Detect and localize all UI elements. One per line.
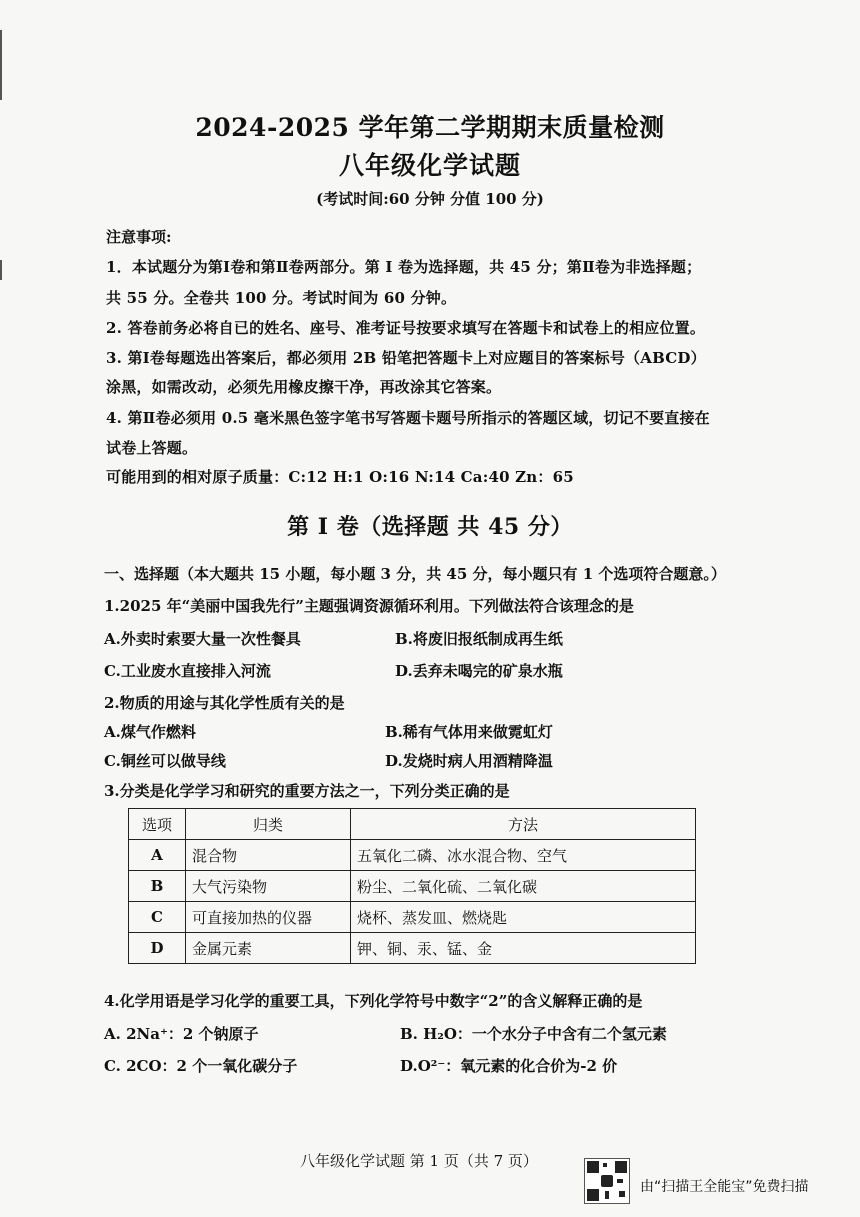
- table-cell: 五氧化二磷、冰水混合物、空气: [351, 840, 696, 871]
- exam-subject-title: 八年级化学试题: [338, 151, 521, 180]
- question-1-option-a: A.外卖时索要大量一次性餐具: [104, 630, 301, 648]
- page-footer: 八年级化学试题 第 1 页（共 7 页）: [300, 1152, 538, 1170]
- table-cell: 大气污染物: [186, 871, 351, 902]
- table-cell: 金属元素: [186, 933, 351, 964]
- section-instruction: 一、选择题（本大题共 15 小题，每小题 3 分，共 45 分，每小题只有 1 个选项符合题意。）: [104, 565, 726, 583]
- scanner-watermark: 由“扫描王全能宝”免费扫描: [640, 1179, 809, 1195]
- question-2-option-d: D.发烧时病人用酒精降温: [385, 752, 553, 770]
- scan-edge-mark: [0, 30, 2, 100]
- table-header-cell: 归类: [186, 809, 351, 840]
- table-cell: D: [129, 933, 186, 964]
- qr-code-icon: [584, 1158, 630, 1204]
- note-line: 3. 第Ⅰ卷每题选出答案后，都必须用 2B 铅笔把答题卡上对应题目的答案标号（ABCD）: [106, 349, 706, 367]
- note-line: 共 55 分。全卷共 100 分。考试时间为 60 分钟。: [106, 289, 457, 307]
- note-line: 2. 答卷前务必将自已的姓名、座号、准考证号按要求填写在答题卡和试卷上的相应位置。: [106, 319, 706, 337]
- atomic-masses: 可能用到的相对原子质量：C:12 H:1 O:16 N:14 Ca:40 Zn：65: [106, 468, 574, 486]
- question-4-option-d: D.O²⁻：氧元素的化合价为-2 价: [400, 1057, 618, 1075]
- table-cell: 烧杯、蒸发皿、燃烧匙: [351, 902, 696, 933]
- question-4-option-b: B. H₂O：一个水分子中含有二个氢元素: [400, 1025, 667, 1043]
- note-line: 涂黑，如需改动，必须先用橡皮擦干净，再改涂其它答案。: [106, 378, 502, 396]
- table-row: [129, 902, 696, 933]
- table-row: [129, 933, 696, 964]
- question-2-option-a: A.煤气作燃料: [104, 723, 196, 741]
- table-cell: B: [129, 871, 186, 902]
- table-cell: 粉尘、二氧化硫、二氧化碳: [351, 871, 696, 902]
- question-1-stem: 1.2025 年“美丽中国我先行”主题强调资源循环利用。下列做法符合该理念的是: [104, 597, 634, 615]
- table-header-row: [129, 809, 696, 840]
- question-2-stem: 2.物质的用途与其化学性质有关的是: [104, 694, 345, 712]
- exam-info: (考试时间:60 分钟 分值 100 分): [316, 190, 544, 208]
- table-cell: 混合物: [186, 840, 351, 871]
- scan-edge-mark: [0, 260, 2, 280]
- question-3-stem: 3.分类是化学学习和研究的重要方法之一，下列分类正确的是: [104, 782, 510, 800]
- table-cell: A: [129, 840, 186, 871]
- question-1-option-b: B.将废旧报纸制成再生纸: [395, 630, 563, 648]
- note-line: 4. 第Ⅱ卷必须用 0.5 毫米黑色签字笔书写答题卡题号所指示的答题区域，切记不要直接在: [106, 409, 710, 427]
- section-title: 第 Ⅰ 卷（选择题 共 45 分）: [287, 514, 573, 540]
- exam-title: 2024-2025 学年第二学期期末质量检测: [195, 113, 665, 142]
- question-1-option-d: D.丢弃未喝完的矿泉水瓶: [395, 662, 563, 680]
- note-line: 试卷上答题。: [106, 439, 198, 457]
- question-4-stem: 4.化学用语是学习化学的重要工具，下列化学符号中数字“2”的含义解释正确的是: [104, 992, 643, 1010]
- question-4-option-a: A. 2Na⁺：2 个钠原子: [104, 1025, 259, 1043]
- notes-heading: 注意事项:: [106, 228, 172, 246]
- table-row: [129, 840, 696, 871]
- question-4-option-c: C. 2CO：2 个一氧化碳分子: [104, 1057, 298, 1075]
- note-line: 1．本试题分为第Ⅰ卷和第Ⅱ卷两部分。第 Ⅰ 卷为选择题，共 45 分；第Ⅱ卷为非选择题；: [106, 258, 702, 276]
- question-1-option-c: C.工业废水直接排入河流: [104, 662, 271, 680]
- table-row: [129, 871, 696, 902]
- classification-table: [128, 808, 696, 964]
- table-cell: 可直接加热的仪器: [186, 902, 351, 933]
- table-header-cell: 方法: [351, 809, 696, 840]
- question-2-option-b: B.稀有气体用来做霓虹灯: [385, 723, 553, 741]
- question-2-option-c: C.铜丝可以做导线: [104, 752, 226, 770]
- table-header-cell: 选项: [129, 809, 186, 840]
- table-cell: C: [129, 902, 186, 933]
- table-cell: 钾、铜、汞、锰、金: [351, 933, 696, 964]
